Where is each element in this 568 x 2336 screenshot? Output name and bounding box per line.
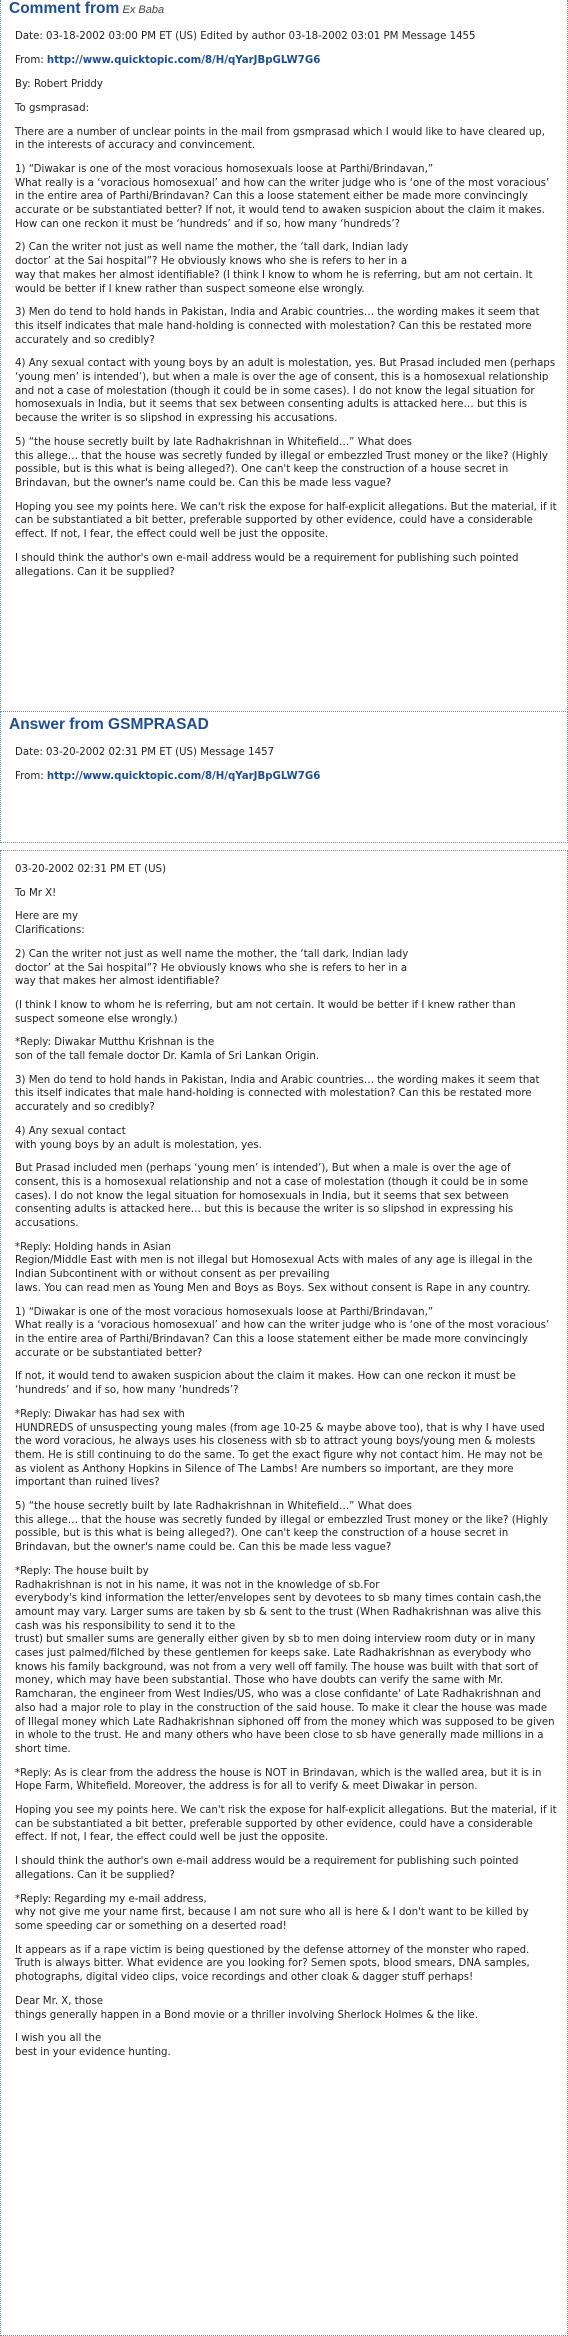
message-paragraph: Dear Mr. X, those things generally happen in a Bond movie or a thriller involving Sherlock Holmes & the like. (15, 1995, 478, 2021)
message-paragraph: If not, it would tend to awaken suspicion about the claim it makes. How can one reckon it must be ‘hundreds’ and if so, how many ‘hundreds’? (15, 1371, 516, 1397)
message-paragraph: 1) “Diwakar is one of the most voracious homosexuals loose at Parthi/Brindavan,” What really is a ‘voracious homosexual’ and how can the writer judge who is ‘one of the most voracious’ in the entire area of Parthi/Brindavan? Can this a loose statement either be made more convincingly accurate or be substantiated better? If not, it would tend to awaken suspicion about the claim it makes. How can one reckon it must be ‘hundreds’ and if so, how many ‘hundreds’? (15, 163, 550, 230)
message-title: Answer from GSMPRASAD (9, 716, 209, 733)
message-paragraph: By: Robert Priddy (15, 79, 103, 91)
message-author: Ex Baba (122, 4, 165, 16)
message-paragraph: Here are my Clarifications: (15, 911, 85, 937)
message-paragraph: I should think the author's own e-mail address would be a requirement for publishing such pointed allegations. Can it be supplied? (15, 1856, 519, 1881)
message-from (15, 770, 557, 784)
message-paragraph: *Reply: Regarding my e-mail address, why not give me your name first, because I am not sure who all is here & I don't want to be killed by some speeding car or something on a deserted road! (15, 1893, 529, 1932)
message-paragraph: It appears as if a rape victim is being questioned by the defense attorney of the monster who raped. Truth is always bitter. What evidence are you looking for? Semen spots, blood smears, DNA samples, photographs, digital video clips, voice recordings and other cloak & dagger stuff perhaps! (15, 1944, 530, 1984)
message-paragraph: But Prasad included men (perhaps ‘young men’ is intended’), But when a male is over the age of consent, this is a homosexual relationship and not a case of molestation (though it could be in some cases). I do not know the legal situation for homosexuals in India, but it seems that sex between consenting adults is attacked here… but this is because the writer is so slipshod in expressing his accusations. (15, 1163, 529, 1230)
message-paragraph: 3) Men do tend to hold hands in Pakistan, India and Arabic countries… the wording makes it seem that this itself indicates that male hand-holding is connected with molestation? Can this be restated more accurately and so credibly? (15, 307, 540, 346)
message-paragraph: 4) Any sexual contact with young boys by an adult is molestation, yes. (15, 1125, 262, 1151)
message-paragraph: I wish you all the best in your evidence hunting. (15, 2033, 171, 2058)
message-paragraph: 2) Can the writer not just as well name the mother, the ‘tall dark, Indian lady doctor’ at the Sai hospital”? He obviously knows who she is refers to her in a way that makes her almost identifiable? (15, 948, 409, 988)
message-paragraph: *Reply: The house built by Radhakrishnan is not in his name, it was not in the knowledge of sb.For everybody's kind information the letter/envelopes sent by devotees to sb many times contain cash,the amount may vary. Larger sums are taken by sb & sent to the trust (When Radhakrishnan was alive this cash was his responsibility to send it to the trust) but smaller sums are generally either given by sb to men doing interview room duty or in many cases just palmed/filched by these gentlemen for keeps sake. Late Radhakrishnan as everybody who knows his family background, was not from a very well off family. The house was built with that sort of money, which may have been substantial. Those who have doubts can verify the same with Mr. Ramcharan, the engineer from West Indies/US, who was a close confidante' of Late Radhakrishnan and also had a major role to play in the construction of the said house. To make it clear the house was made of Illegal money which Late Radhakrishnan siphoned off from the money which was supposed to be given in whole to the trust. He and many others who have been close to sb have generally made millions in a short time. (15, 1565, 555, 1755)
message-paragraph: *Reply: As is clear from the address the house is NOT in Brindavan, which is the walled area, but it is in Hope Farm, Whitefield. Moreover, the address is for all to verify & meet Diwakar in person. (15, 1767, 542, 1793)
message-paragraph: Hoping you see my points here. We can't risk the expose for half-explicit allegations. But the material, if it can be substantiated a bit better, preferable supported by other evidence, could have a considerable effect. If not, I fear, the effect could well be just the opposite. (15, 1805, 557, 1844)
from-label: From: (15, 55, 44, 67)
message-paragraph: 4) Any sexual contact with young boys by an adult is molestation, yes. But Prasad included men (perhaps ‘young men’ is intended’), but when a male is over the age of consent, this is a homosexual relationship and not a case of molestation (though it could be in some cases). I do not know the legal situation for homosexuals in India, but it seems that sex between consenting adults is attacked here… but this is because the writer is so slipshod in expressing his accusations. (15, 358, 556, 425)
message-paragraph: I should think the author's own e-mail address would be a requirement for publishing such pointed allegations. Can it be supplied? (15, 552, 519, 578)
from-link[interactable]: http://www.quicktopic.com/8/H/qYarJBpGLW7G6 (46, 771, 321, 783)
message-paragraph: *Reply: Holding hands in Asian Region/Middle East with men is not illegal but Homosexual Acts with males of any age is illegal in the Indian Subcontinent with or without consent as per prevailing laws. You can read men as Young Men and Boys as Boys. Sex without consent is Rape in any country. (15, 1241, 533, 1294)
message-paragraph: 03-20-2002 02:31 PM ET (US) (15, 864, 166, 875)
message-paragraph: To gsmprasad: (15, 102, 90, 114)
message-meta: Date: 03-18-2002 03:00 PM ET (US) Edited by author 03-18-2002 03:01 PM Message 1455 (15, 30, 476, 42)
from-link[interactable]: http://www.quicktopic.com/8/H/qYarJBpGLW7G6 (46, 55, 321, 67)
message-paragraph: 5) “the house secretly built by late Radhakrishnan in Whitefield…” What does this allege… that the house was secretly funded by illegal or embezzled Trust money or the like? (Highly possible, but is this what is being alleged?). One can't keep the construction of a house secret in Brindavan, but the owner's name could be. Can this be made less vague? (15, 1501, 548, 1554)
message-title: Comment from (9, 0, 120, 17)
message-paragraph: (I think I know to whom he is referring, but am not certain. It would be better if I knew rather than suspect someone else wrongly.) (15, 999, 516, 1025)
message-paragraph: *Reply: Diwakar Mutthu Krishnan is the son of the tall female doctor Dr. Kamla of Sri Lankan Origin. (15, 1037, 320, 1063)
message-paragraph: There are a number of unclear points in the mail from gsmprasad which I would like to have cleared up, in the interests of accuracy and convincement. (15, 126, 545, 152)
message-from (15, 54, 557, 68)
message-paragraph: 5) “the house secretly built by late Radhakrishnan in Whitefield…” What does this allege… that the house was secretly funded by illegal or embezzled Trust money or the like? (Highly possible, but is this what is being alleged?). One can't keep the construction of a house secret in Brindavan, but the owner's name could be. Can this be made less vague? (15, 436, 548, 489)
message-paragraph: To Mr X! (15, 887, 57, 899)
from-label: From: (15, 771, 44, 783)
message-1457-body (0, 850, 568, 2336)
message-paragraph: Hoping you see my points here. We can't risk the expose for half-explicit allegations. But the material, if it can be substantiated a bit better, preferable supported by other evidence, could have a considerable effect. If not, I fear, the effect could well be just the opposite. (15, 501, 557, 541)
message-1455 (0, 0, 568, 712)
message-header (1, 712, 567, 738)
message-body (15, 78, 557, 579)
message-body (15, 863, 557, 2060)
message-meta: Date: 03-20-2002 02:31 PM ET (US) Message 1457 (15, 746, 275, 758)
message-header (1, 0, 567, 22)
message-paragraph: 2) Can the writer not just as well name the mother, the ‘tall dark, Indian lady doctor’ at the Sai hospital”? He obviously knows who she is refers to her in a way that makes her almost identifiable? (I think I know to whom he is referring, but am not certain. It would be better if I knew rather than suspect someone else wrongly. (15, 242, 533, 295)
message-paragraph: *Reply: Diwakar has had sex with HUNDREDS of unsuspecting young males (from age 10-25 & maybe above too), that is why I have used the word voracious, he always uses his closeness with sb to attract young boys/young men & molests them. He is still continuing to do the same. To get the exact figure why not contact him. He may not be as violent as Anthony Hopkins in Silence of The Lambs! Are numbers so important, are they more important than ruined lives? (15, 1408, 545, 1489)
message-paragraph: 1) “Diwakar is one of the most voracious homosexuals loose at Parthi/Brindavan,” What really is a ‘voracious homosexual’ and how can the writer judge who is ‘one of the most voracious’ in the entire area of Parthi/Brindavan? Can this a loose statement either be made more convincingly accurate or be substantiated better? (15, 1306, 550, 1359)
message-1457-header (0, 712, 568, 843)
message-paragraph: 3) Men do tend to hold hands in Pakistan, India and Arabic countries… the wording makes it seem that this itself indicates that male hand-holding is connected with molestation? Can this be restated more accurately and so credibly? (15, 1074, 540, 1114)
